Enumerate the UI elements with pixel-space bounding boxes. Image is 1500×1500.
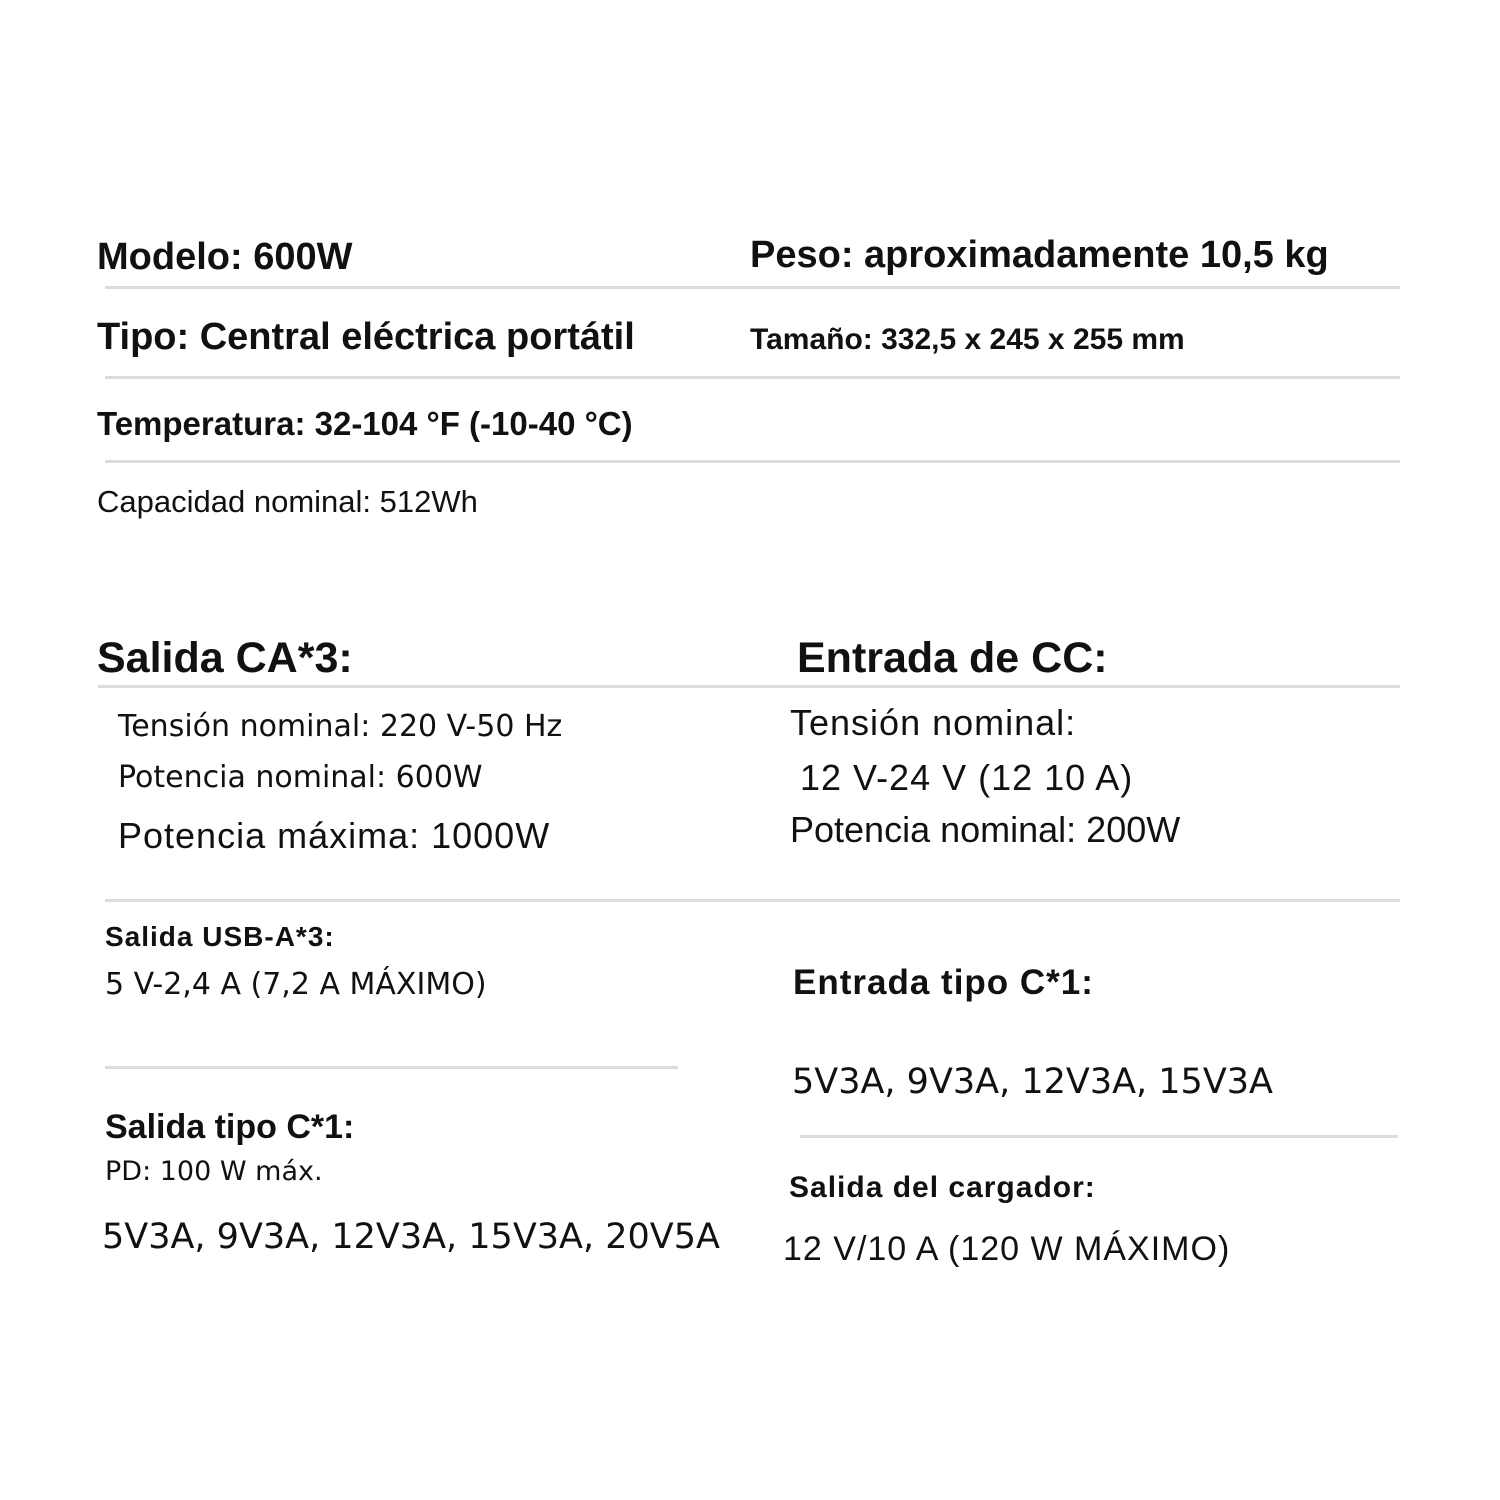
divider — [105, 376, 1400, 379]
charger-output-heading: Salida del cargador: — [789, 1171, 1096, 1204]
divider — [105, 899, 1400, 902]
divider — [105, 1066, 678, 1069]
divider — [105, 286, 1400, 289]
capacity-spec: Capacidad nominal: 512Wh — [97, 484, 478, 519]
temperature-spec: Temperatura: 32-104 °F (-10-40 °C) — [97, 405, 633, 442]
ac-output-heading: Salida CA*3: — [97, 634, 353, 682]
typec-output-value: 5V3A, 9V3A, 12V3A, 15V3A, 20V5A — [102, 1217, 720, 1257]
ac-voltage: Tensión nominal: 220 V-50 Hz — [118, 709, 563, 744]
weight-spec: Peso: aproximadamente 10,5 kg — [750, 234, 1329, 276]
dc-voltage-value: 12 V-24 V (12 10 A) — [800, 757, 1134, 798]
type-spec: Tipo: Central eléctrica portátil — [97, 316, 635, 358]
divider — [800, 1135, 1398, 1138]
dc-input-heading: Entrada de CC: — [797, 634, 1108, 682]
divider — [105, 460, 1400, 463]
usb-a-heading: Salida USB-A*3: — [105, 921, 335, 952]
model-spec: Modelo: 600W — [97, 236, 353, 278]
dc-voltage-label: Tensión nominal: — [790, 702, 1077, 743]
typec-input-value: 5V3A, 9V3A, 12V3A, 15V3A — [792, 1062, 1273, 1102]
typec-input-heading: Entrada tipo C*1: — [793, 963, 1094, 1002]
usb-a-value: 5 V-2,4 A (7,2 A MÁXIMO) — [105, 967, 487, 1002]
dc-power: Potencia nominal: 200W — [790, 809, 1181, 850]
divider — [98, 685, 1400, 688]
charger-output-value: 12 V/10 A (120 W MÁXIMO) — [783, 1230, 1231, 1268]
size-spec: Tamaño: 332,5 x 245 x 255 mm — [750, 323, 1185, 356]
typec-output-heading: Salida tipo C*1: — [105, 1108, 355, 1146]
ac-max-power: Potencia máxima: 1000W — [118, 815, 551, 856]
typec-output-pd: PD: 100 W máx. — [105, 1156, 323, 1187]
ac-power: Potencia nominal: 600W — [118, 760, 483, 795]
